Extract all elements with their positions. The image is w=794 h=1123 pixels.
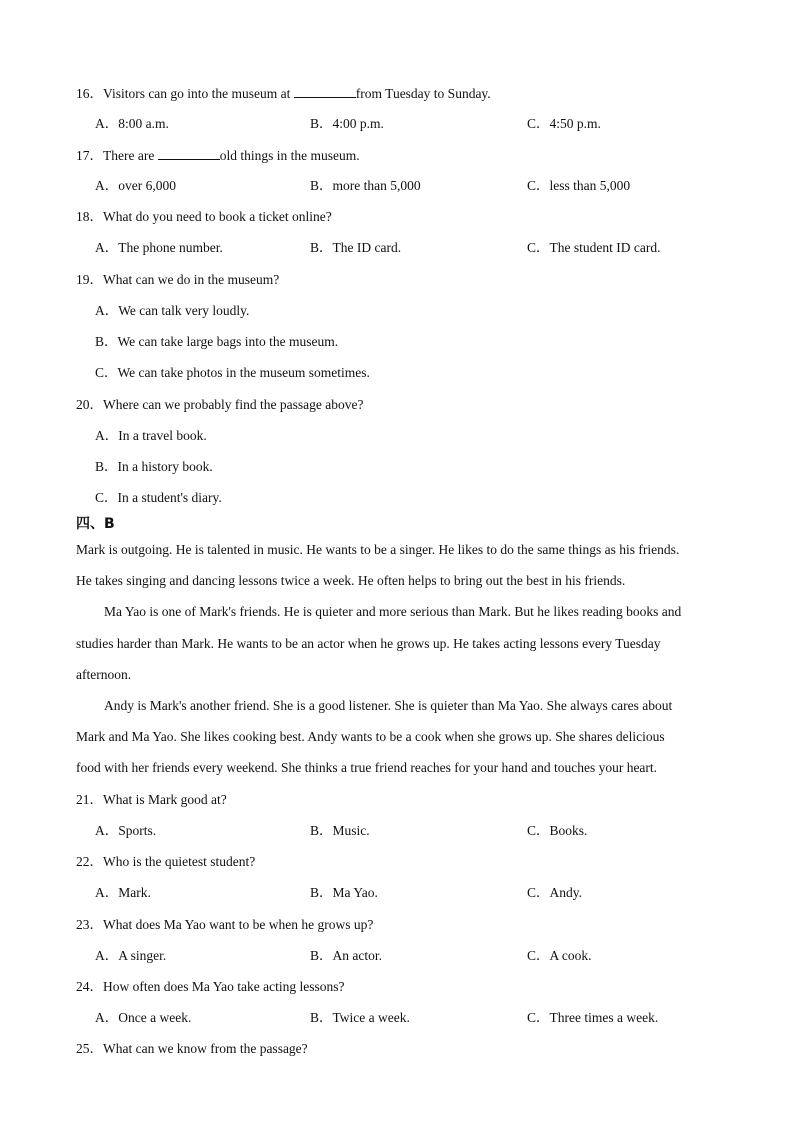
- answer-blank: [158, 146, 220, 160]
- passage-line: He takes singing and dancing lessons twice a week. He often helps to bring out the best in his friends.: [76, 573, 626, 588]
- q20-option-a: A．In a travel book.: [95, 428, 207, 443]
- question-16-suffix: from Tuesday to Sunday.: [355, 86, 491, 101]
- passage-line: afternoon.: [76, 667, 132, 682]
- q16-option-c: C．4:50 p.m.: [527, 116, 601, 131]
- question-16: [76, 84, 491, 103]
- passage-line: Andy is Mark's another friend. She is a good listener. She is quieter than Ma Yao. She always cares about: [104, 698, 673, 713]
- q22-option-b: B．Ma Yao.: [310, 885, 378, 900]
- passage-line: Mark is outgoing. He is talented in music. He wants to be a singer. He likes to do the same things as his friends.: [76, 542, 680, 557]
- q20-option-c: C．In a student's diary.: [95, 490, 222, 505]
- passage-line: food with her friends every weekend. She thinks a true friend reaches for your hand and touches your heart.: [76, 760, 658, 775]
- q22-option-c: C．Andy.: [527, 885, 583, 900]
- question-19: 19．What can we do in the museum?: [76, 272, 280, 287]
- passage-line: Ma Yao is one of Mark's friends. He is quieter and more serious than Mark. But he likes reading books and: [104, 604, 682, 619]
- q18-option-b: B．The ID card.: [310, 240, 402, 255]
- answer-blank: [294, 84, 356, 98]
- q21-option-b: B．Music.: [310, 823, 370, 838]
- q17-option-c: C．less than 5,000: [527, 178, 631, 193]
- passage-line: Mark and Ma Yao. She likes cooking best. Andy wants to be a cook when she grows up. She shares delicious: [76, 729, 665, 744]
- question-25: 25．What can we know from the passage?: [76, 1041, 308, 1056]
- q17-option-a: A．over 6,000: [95, 178, 176, 193]
- q21-option-c: C．Books.: [527, 823, 588, 838]
- q23-option-c: C．A cook.: [527, 948, 592, 963]
- q24-option-c: C．Three times a week.: [527, 1010, 659, 1025]
- q18-option-a: A．The phone number.: [95, 240, 223, 255]
- q21-option-a: A．Sports.: [95, 823, 157, 838]
- section-heading: 四、B: [76, 516, 115, 532]
- q23-option-a: A．A singer.: [95, 948, 167, 963]
- q22-option-a: A．Mark.: [95, 885, 151, 900]
- question-18: 18．What do you need to book a ticket online?: [76, 209, 332, 224]
- question-16-prefix: 16．Visitors can go into the museum at: [76, 86, 294, 101]
- question-17-suffix: old things in the museum.: [219, 148, 360, 163]
- q16-option-a: A．8:00 a.m.: [95, 116, 169, 131]
- question-22: 22．Who is the quietest student?: [76, 854, 256, 869]
- passage-line: studies harder than Mark. He wants to be an actor when he grows up. He takes acting lessons every Tuesday: [76, 636, 661, 651]
- q20-option-b: B．In a history book.: [95, 459, 213, 474]
- q24-option-b: B．Twice a week.: [310, 1010, 410, 1025]
- q17-option-b: B．more than 5,000: [310, 178, 421, 193]
- question-21: 21．What is Mark good at?: [76, 792, 227, 807]
- q24-option-a: A．Once a week.: [95, 1010, 192, 1025]
- question-23: 23．What does Ma Yao want to be when he grows up?: [76, 917, 374, 932]
- question-24: 24．How often does Ma Yao take acting lessons?: [76, 979, 345, 994]
- question-17-prefix: 17．There are: [76, 148, 158, 163]
- question-17: [76, 146, 360, 165]
- q18-option-c: C．The student ID card.: [527, 240, 661, 255]
- question-20: 20．Where can we probably find the passage above?: [76, 397, 364, 412]
- q16-option-b: B．4:00 p.m.: [310, 116, 384, 131]
- q23-option-b: B．An actor.: [310, 948, 382, 963]
- q19-option-a: A．We can talk very loudly.: [95, 303, 250, 318]
- q19-option-c: C．We can take photos in the museum sometimes.: [95, 365, 370, 380]
- q19-option-b: B．We can take large bags into the museum.: [95, 334, 339, 349]
